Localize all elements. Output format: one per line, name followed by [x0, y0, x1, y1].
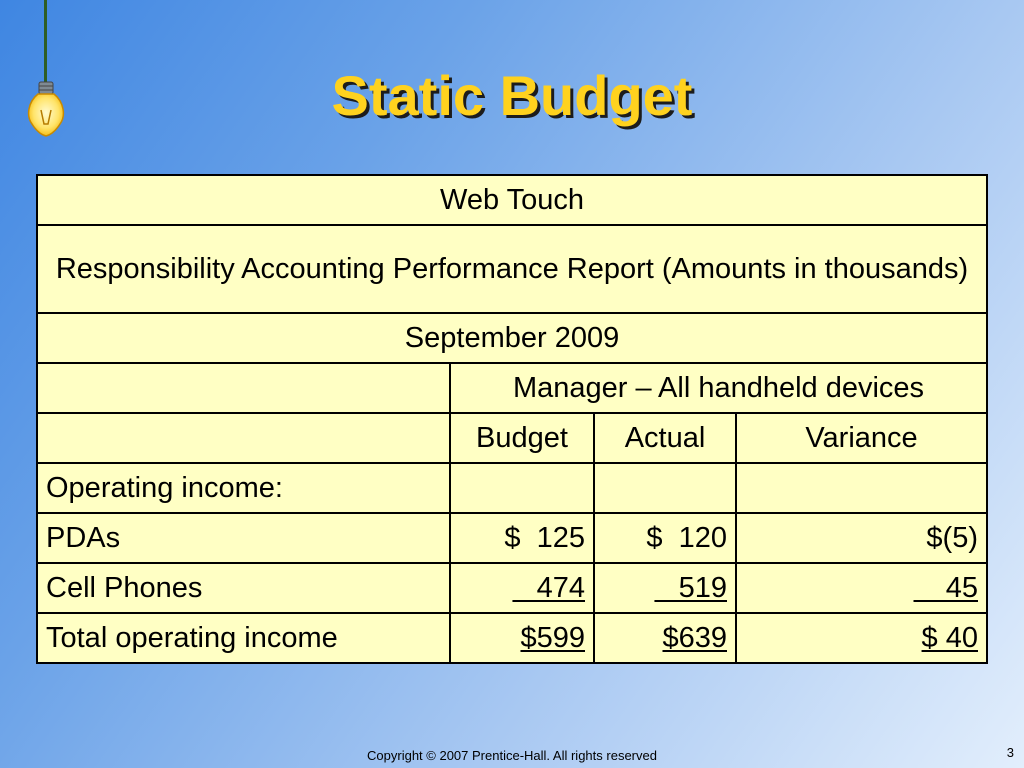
column-header-actual: Actual: [594, 413, 736, 463]
column-header-budget: Budget: [450, 413, 594, 463]
report-title: Responsibility Accounting Performance Report (Amounts in thousands): [37, 225, 987, 313]
budget-value: $599: [450, 613, 594, 663]
table-row: [37, 363, 987, 413]
page-number: 3: [1006, 745, 1014, 760]
empty-cell: [736, 463, 987, 513]
budget-value: $ 125: [450, 513, 594, 563]
table-row: [37, 613, 987, 663]
column-header-row: [37, 413, 987, 463]
actual-value: $ 120: [594, 513, 736, 563]
variance-value: $ 40: [736, 613, 987, 663]
company-name: Web Touch: [37, 175, 987, 225]
row-label: Total operating income: [37, 613, 450, 663]
empty-cell: [450, 463, 594, 513]
manager-heading: Manager – All handheld devices: [450, 363, 987, 413]
copyright-footer: Copyright © 2007 Prentice-Hall. All rights reserved: [367, 748, 657, 763]
table-row: [37, 513, 987, 563]
table-row: [37, 563, 987, 613]
empty-cell: [37, 413, 450, 463]
actual-value: 519: [594, 563, 736, 613]
row-label: PDAs: [37, 513, 450, 563]
slide-title: Static Budget: [331, 64, 693, 127]
actual-value: $639: [594, 613, 736, 663]
report-period: September 2009: [37, 313, 987, 363]
performance-report-table: [36, 174, 988, 664]
table-row: [37, 225, 987, 313]
table-row: [37, 175, 987, 225]
empty-cell: [37, 363, 450, 413]
column-header-variance: Variance: [736, 413, 987, 463]
section-label: Operating income:: [37, 463, 450, 513]
budget-value: 474: [450, 563, 594, 613]
variance-value: $(5): [736, 513, 987, 563]
row-label: Cell Phones: [37, 563, 450, 613]
empty-cell: [594, 463, 736, 513]
variance-value: 45: [736, 563, 987, 613]
section-row: [37, 463, 987, 513]
table-row: [37, 313, 987, 363]
